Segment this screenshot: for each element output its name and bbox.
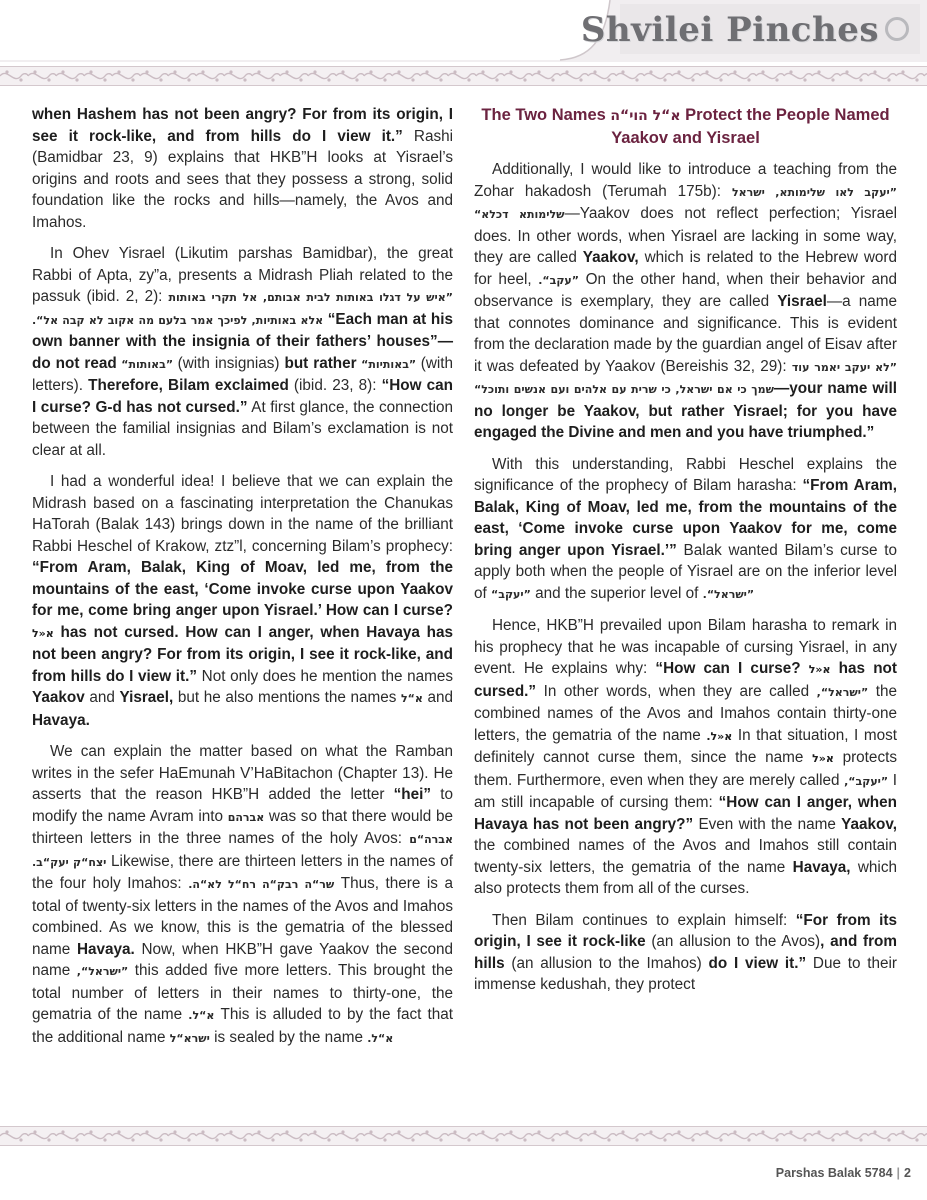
- left-column: [32, 104, 453, 1059]
- publication-title: Shvilei Pinches: [581, 10, 909, 50]
- paragraph: when Hashem has not been angry? For from its origin, I see it rock-like, and from hills do I view it.” Rashi (Bamidbar 23, 9) explains that HKB”H looks at Yisrael’s origins and roots and sees that they possess a strong, solid foundation like the rocks and hills—namely, the Avos and Imahos.: [32, 106, 454, 231]
- ornamental-band-top: [0, 66, 927, 86]
- paragraph: I had a wonderful idea! I believe that we can explain the Midrash based on a fascinating interpretation the Chanukas HaTorah (Balak 143) brings down in the name of the brilliant Rabbi Heschel of Krakow, ztz”l, concerning Bilam’s prophecy: “From Aram, Balak, King of Moav, led me, from the mountains of the east, ‘Come invoke curse upon Yaakov for me, come bring anger upon Yisrael.’ How can I curse? א«ל has not cursed. How can I anger, when Havaya has not been angry? For from its origin, I see it rock-like, and from hills do I view it.” Not only does he mention the names Yaakov and Yisrael, but he also mentions the names א“ל and Havaya.: [32, 473, 454, 729]
- page-footer: [776, 1166, 911, 1180]
- paragraph: Then Bilam continues to explain himself: “For from its origin, I see it rock-like (an allusion to the Avos), and from hills (an allusion to the Imahos) do I view it.” Due to their immense kedushah, they protect: [474, 911, 898, 993]
- footer-separator: |: [896, 1166, 901, 1180]
- right-column: [474, 104, 897, 1006]
- footer-parsha: Parshas Balak 5784: [775, 1166, 893, 1180]
- page-number: 2: [904, 1166, 911, 1180]
- paragraph: Additionally, I would like to introduce a teaching from the Zohar hakadosh (Terumah 175b): ”יעקב לאו שלימותא, ישראל שלימותא דכלא“—Yaakov does not reflect perfection; Yisrael does. In other words, when Yisrael are lacking in some way, they are called Yaakov, which is related to the Hebrew word for heel, ”עקב“. On the other hand, when their behavior and observance is exemplary, they are called Yisrael—a name that connotes dominance and significance. This is evident from the declaration made by the guardian angel of Eisav after it was defeated by Yaakov (Bereishis 32, 29): ”לא יעקב יאמר עוד שמך כי אם ישראל, כי שרית עם אלהים ועם אנשים ותוכל“—your name will no longer be Yaakov, but rather Yisrael; for you have engaged the Divine and men and you have triumphed.”: [474, 161, 898, 441]
- section-title: The Two Names א“ל הוי“ה Protect the People Named Yaakov and Yisrael: [481, 106, 890, 147]
- paragraph: In Ohev Yisrael (Likutim parshas Bamidbar), the great Rabbi of Apta, zy”a, presents a Midrash Pliah related to the passuk (ibid. 2, 2): ”איש על דגלו באותות לבית אבותם, אל תקרי באותות אלא באותיות, לפיכך אמר בלעם מה אקוב לא קבה אל“. “Each man at his own banner with the insignia of their fathers’ houses”—do not read ”באותות“ (with insignias) but rather ”באותיות“ (with letters). Therefore, Bilam exclaimed (ibid. 23, 8): “How can I curse? G-d has not cursed.” At first glance, the connection between the familial insignias and Bilam’s exclamation is not clear at all.: [32, 245, 454, 459]
- ornamental-band-bottom: [0, 1126, 927, 1146]
- paragraph: Hence, HKB”H prevailed upon Bilam harasha to remark in his prophecy that he was incapable of cursing Yisrael, in any event. He explains why: “How can I curse? א«ל has not cursed.” In other words, when they are called ”ישראל“, the combined names of the Avos and Imahos contain thirty-one letters, the gematria of the name א«ל. In that situation, I most definitely cannot curse them, since the name א«ל protects them. Furthermore, even when they are merely called ”יעקב“, I am still incapable of cursing them: “How can I anger, when Havaya has not been angry?” Even with the name Yaakov, the combined names of the Avos and Imahos still contain twenty-six letters, the gematria of the name Havaya, which also protects them from all of the curses.: [474, 617, 897, 897]
- brand-logo-icon: [885, 17, 909, 41]
- paragraph: With this understanding, Rabbi Heschel explains the significance of the prophecy of Bilam harasha: “From Aram, Balak, King of Moav, led me, from the mountains of the east, ‘Come invoke curse upon Yaakov for me, come bring anger upon Yisrael.’” Balak wanted Bilam’s curse to apply both when the people of Yisrael are on the inferior level of ”יעקב“ and the superior level of ”ישראל“.: [474, 455, 898, 602]
- page-header: [0, 0, 927, 62]
- paragraph: We can explain the matter based on what the Ramban writes in the sefer HaEmunah V’HaBitachon (Chapter 13). He asserts that the reason HKB”H added the letter “hei” to modify the name Avram into אברהם was so that there would be thirteen letters in the three names of the holy Avos: אברה“ם יצח“ק יעק“ב. Likewise, there are thirteen letters in the names of the four holy Imahos: שר“ה רבק“ה רח“ל לא“ה. Thus, there is a total of twenty-six letters in the names of the Avos and Imahos combined. As we know, this is the gematria of the blessed name Havaya. Now, when HKB”H gave Yaakov the second name ”ישראל“, this added five more letters. This brought the total number of letters in their names to thirty-one, the gematria of the name א“ל. This is alluded to by the fact that the additional name ישרא“ל is sealed by the name א“ל.: [32, 743, 454, 1046]
